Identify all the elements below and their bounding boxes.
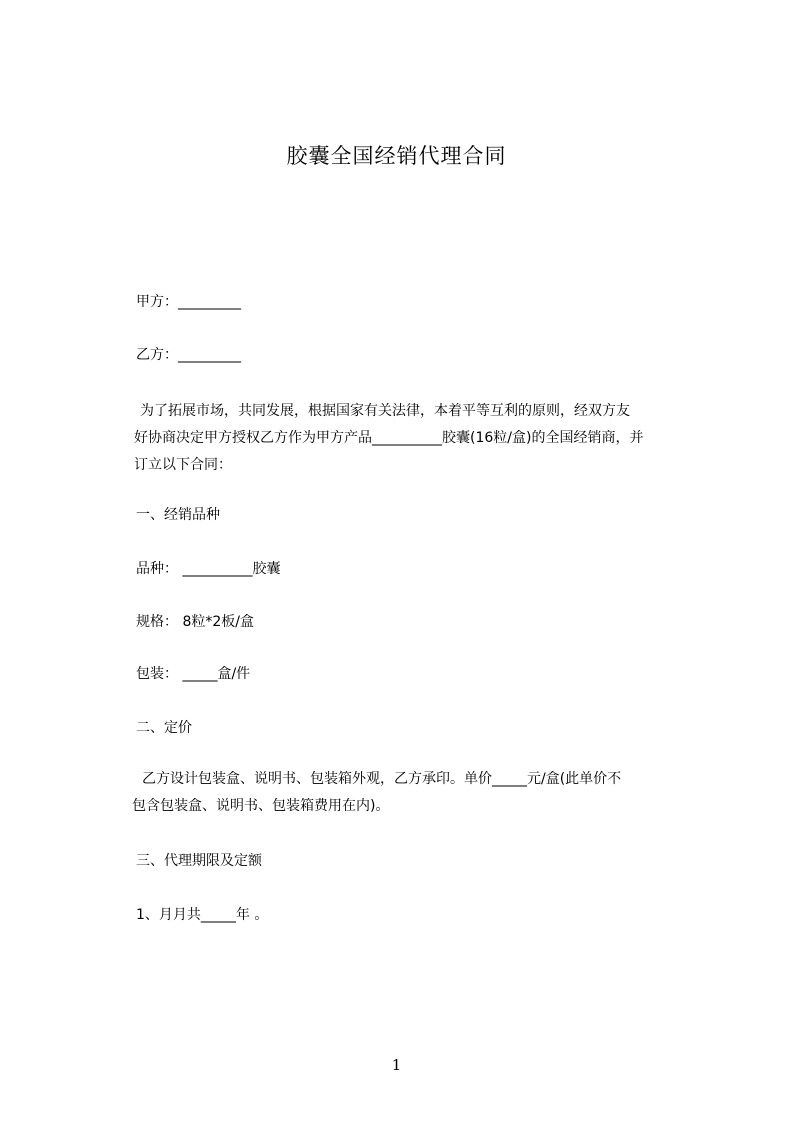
pricing-line-2: 包含包装盒、说明书、包装箱费用在内)。 [132,798,390,814]
intro-paragraph [136,398,704,479]
pricing-paragraph [132,766,704,820]
page-number: 1 [391,1056,402,1074]
intro-line-1: 为了拓展市场，共同发展，根据国家有关法律，本着平等互利的原则，经双方友 [140,403,630,419]
term-item-1: 1、月月共_____年 。 [136,907,269,923]
party-b-line: 乙方：_________ [136,347,241,363]
intro-line-3: 订立以下合同： [134,457,232,473]
intro-line-2: 好协商决定甲方授权乙方作为甲方产品__________胶囊(16粒/盒)的全国经销商，并 [134,430,644,446]
pricing-line-1: 乙方设计包装盒、说明书、包装箱外观，乙方承印。单价_____元/盒(此单价不 [142,771,622,787]
section-1-heading: 一、经销品种 [136,507,220,523]
party-a-line: 甲方：_________ [136,294,241,310]
packing-line: 包装： _____盒/件 [136,666,251,682]
section-2-heading: 二、定价 [136,720,192,736]
spec-line: 规格： 8粒*2板/盒 [136,614,254,630]
section-3-heading: 三、代理期限及定额 [136,853,262,869]
variety-line: 品种： __________胶囊 [136,561,281,577]
document-title: 胶囊全国经销代理合同 [286,144,507,168]
